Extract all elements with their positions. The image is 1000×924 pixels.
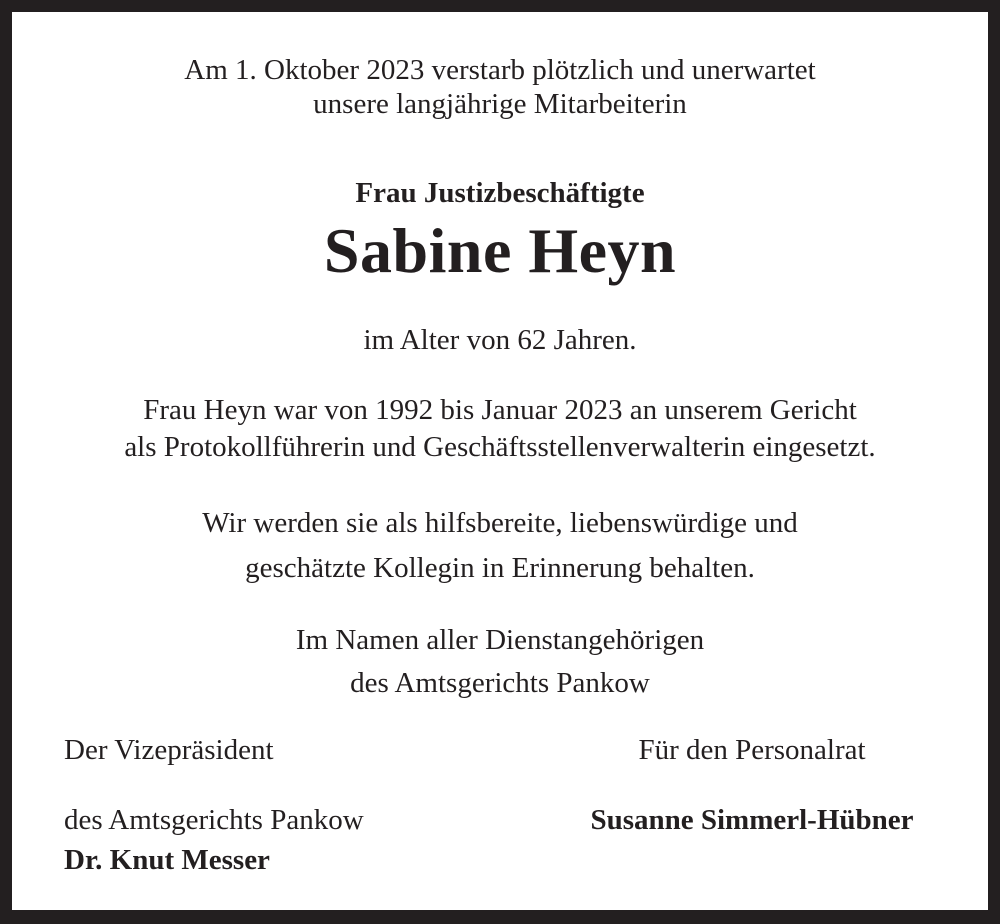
deceased-name: Sabine Heyn <box>323 215 677 286</box>
right-signature-role: Für den Personalrat <box>638 734 866 766</box>
intro-line-1: Am 1. Oktober 2023 verstarb plötzlich und unerwartet <box>184 54 816 86</box>
left-signature-role: Der Vizepräsident <box>64 734 274 766</box>
behalf-line-1: Im Namen aller Dienstangehörigen <box>295 624 705 656</box>
left-signature-org: des Amtsgerichts Pankow <box>64 804 364 836</box>
deceased-title: Frau Justizbeschäftigte <box>355 177 645 209</box>
memory-line-2: geschätzte Kollegin in Erinnerung behalten. <box>245 552 755 584</box>
left-signature-name: Dr. Knut Messer <box>64 844 270 876</box>
behalf-line-2: des Amtsgerichts Pankow <box>350 667 650 699</box>
right-signature-name: Susanne Simmerl-Hübner <box>590 804 914 836</box>
memory-line-1: Wir werden sie als hilfsbereite, liebenswürdige und <box>202 507 798 539</box>
career-line-1: Frau Heyn war von 1992 bis Januar 2023 an unserem Gericht <box>143 394 857 426</box>
age-line: im Alter von 62 Jahren. <box>363 324 637 356</box>
obituary-notice <box>12 12 988 910</box>
intro-line-2: unsere langjährige Mitarbeiterin <box>313 88 687 120</box>
career-line-2: als Protokollführerin und Geschäftsstellenverwalterin eingesetzt. <box>124 431 876 463</box>
